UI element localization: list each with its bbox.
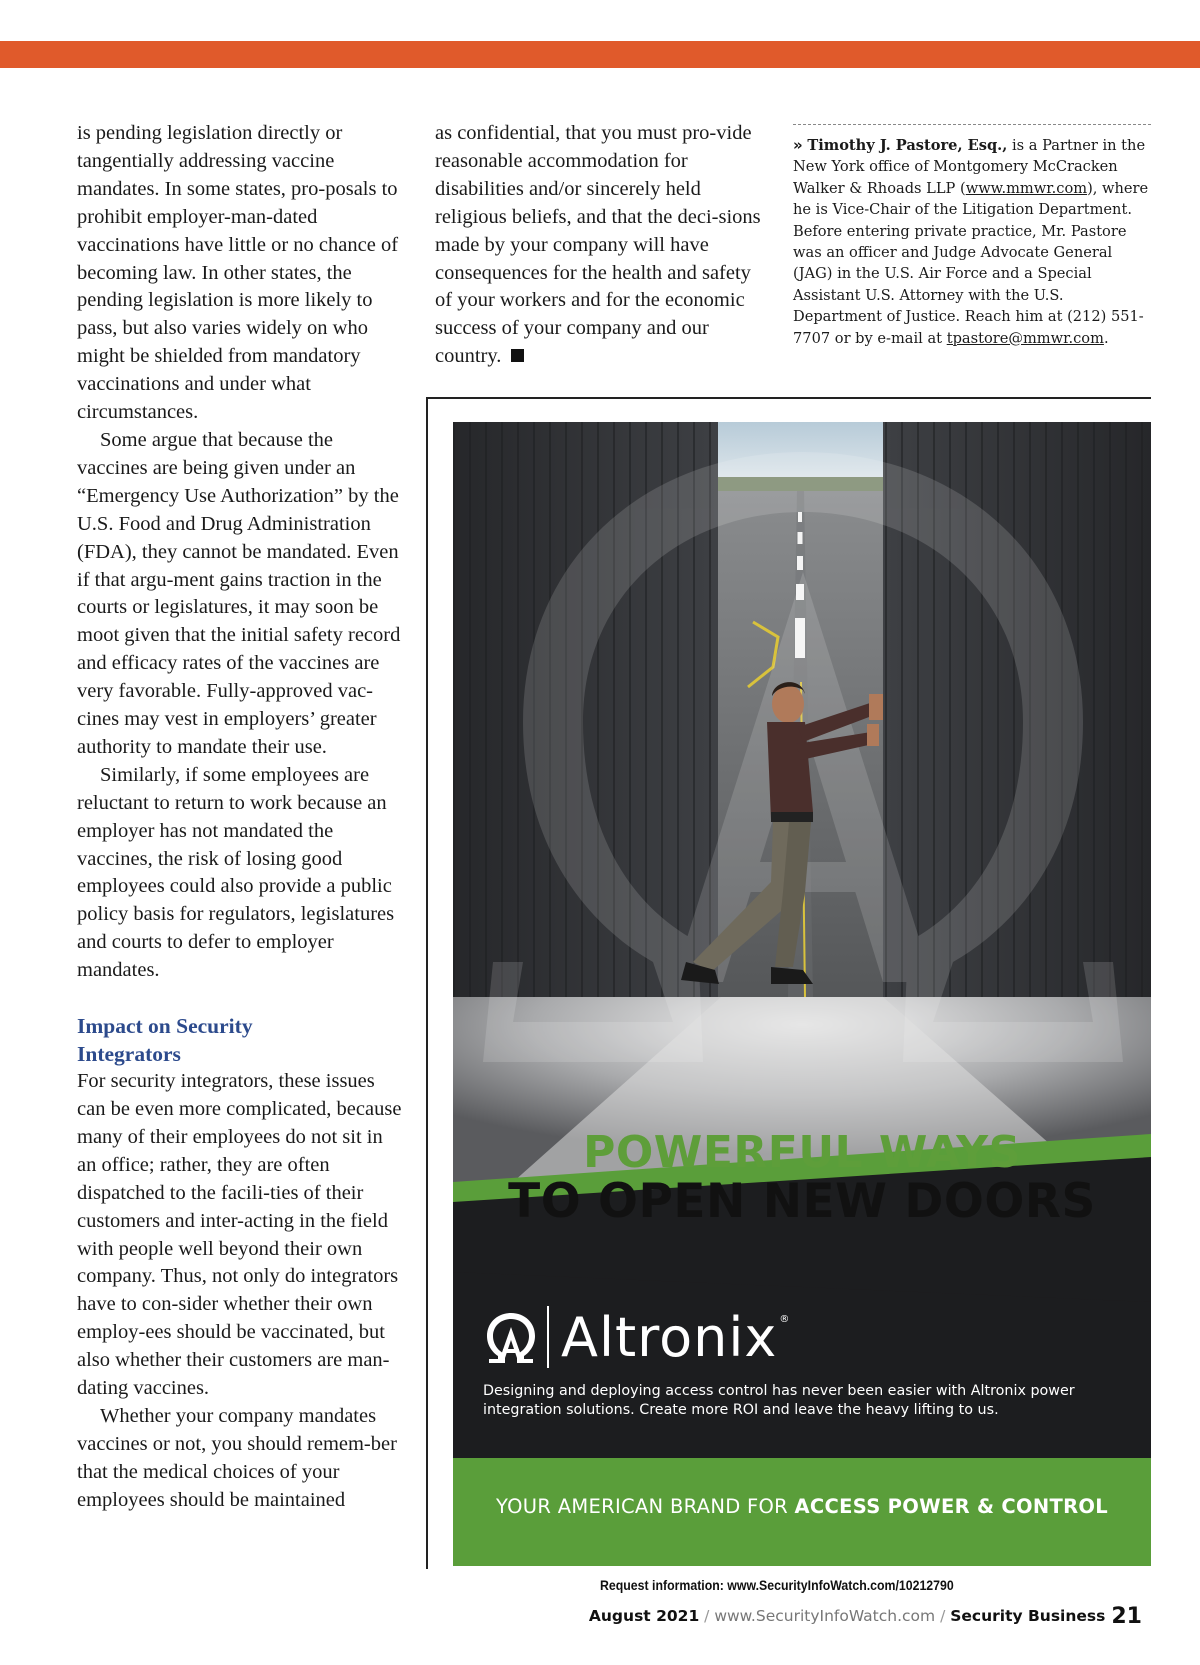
ad-frame-left-rule xyxy=(426,397,428,1569)
bio-email-link[interactable]: tpastore@mmwr.com xyxy=(946,329,1104,347)
footer-separator: / xyxy=(935,1607,951,1625)
logo-divider xyxy=(547,1306,549,1368)
page-footer xyxy=(589,1604,1142,1629)
paragraph xyxy=(435,120,765,371)
paragraph: Similarly, if some employees are reluctant to return to work because an employer has not mandated the vaccines, the risk of losing good employees could also provide a public policy basis for regulators, legislatures and courts to defer to employer mandates. xyxy=(77,763,395,982)
page-number: 21 xyxy=(1111,1604,1142,1629)
ad-headline-line1: POWERFUL WAYS xyxy=(583,1127,1021,1178)
author-bio xyxy=(793,124,1151,349)
magazine-name: Security Business xyxy=(950,1607,1106,1625)
section-heading xyxy=(77,1012,407,1068)
ad-slogan xyxy=(453,1495,1151,1518)
end-of-article-mark xyxy=(511,349,524,362)
ad-headline-line2: TO OPEN NEW DOORS xyxy=(508,1174,1096,1229)
paragraph: Whether your company mandates vaccines or not, you should remem-ber that the medical choices of your employees should be maintained xyxy=(77,1404,397,1511)
section-heading-line1: Impact on Security xyxy=(77,1014,253,1039)
chevron-icon: » xyxy=(793,136,803,154)
bio-text: is a Partner in the New York office of Montgomery McCracken Walker & Rhoads LLP ( xyxy=(793,137,1146,197)
footer-url[interactable]: www.SecurityInfoWatch.com xyxy=(714,1607,936,1625)
slogan-regular: YOUR AMERICAN BRAND FOR xyxy=(496,1495,795,1518)
bio-text: ), where he is Vice-Chair of the Litigation Department. Before entering private practice, Mr. Pastore was an officer and Judge Advocate General (JAG) in the U.S. Air Force and a Special Assistant U.S. Attorney with the U.S. Department of Justice. Reach him at (212) 551-7707 or by e-mail at xyxy=(793,179,1149,347)
request-information-link[interactable]: Request information: www.SecurityInfoWatch.com/10212790 xyxy=(600,1577,954,1593)
altronix-omega-logo-icon xyxy=(481,1307,541,1367)
issue-date: August 2021 xyxy=(588,1607,700,1625)
article-column-2 xyxy=(435,120,765,371)
section-heading-line2: Integrators xyxy=(77,1042,181,1067)
brand-name: Altronix xyxy=(561,1305,778,1369)
article-column-1 xyxy=(77,120,407,1515)
author-name: Timothy J. Pastore, Esq., xyxy=(807,137,1008,154)
top-accent-bar xyxy=(0,41,1200,68)
footer-separator: / xyxy=(699,1607,715,1625)
ad-tagline: Designing and deploying access control has never been easier with Altronix power integration solutions. Create more ROI and leave the heavy lifting to us. xyxy=(483,1383,1075,1418)
altronix-logo xyxy=(481,1302,789,1372)
altronix-advertisement[interactable] xyxy=(453,422,1151,1566)
bio-website-link[interactable]: www.mmwr.com xyxy=(965,179,1088,197)
paragraph: is pending legislation directly or tangentially addressing vaccine mandates. In some states, pro-posals to prohibit employer-man-dated vaccinations have little or no chance of becoming law. In other states, the pending legislation is more likely to pass, but also varies widely on who might be shielded from mandatory vaccinations and under what circumstances. xyxy=(77,122,399,424)
ad-frame-top-rule xyxy=(426,397,1151,399)
bio-text: . xyxy=(1103,329,1109,347)
paragraph: For security integrators, these issues can be even more complicated, because many of their employees do not sit in an office; rather, they are often dispatched to the facili-ties of their customers and inter-acting in the field with people well beyond their own company. Thus, not only do integrators have to con-sider whether their own employ-ees should be vaccinated, but also whether their customers are man-dating vaccines. xyxy=(77,1070,402,1400)
registered-mark: ® xyxy=(779,1314,790,1325)
paragraph: Some argue that because the vaccines are being given under an “Emergency Use Authorization” by the U.S. Food and Drug Administration (FDA), they cannot be mandated. Even if that argu-ment gains traction in the courts or legislatures, it may soon be moot given that the initial safety record and efficacy rates of the vaccines are very favorable. Fully-approved vac-cines may vest in employers’ greater authority to mandate their use. xyxy=(77,428,401,758)
slogan-bold: ACCESS POWER & CONTROL xyxy=(794,1495,1108,1518)
paragraph-text: as confidential, that you must pro-vide reasonable accommodation for disabilities and/or sincerely held religious beliefs, and that the deci-sions made by your company will have consequences for the health and safety of your workers and for the economic success of your company and our country. xyxy=(435,122,761,368)
